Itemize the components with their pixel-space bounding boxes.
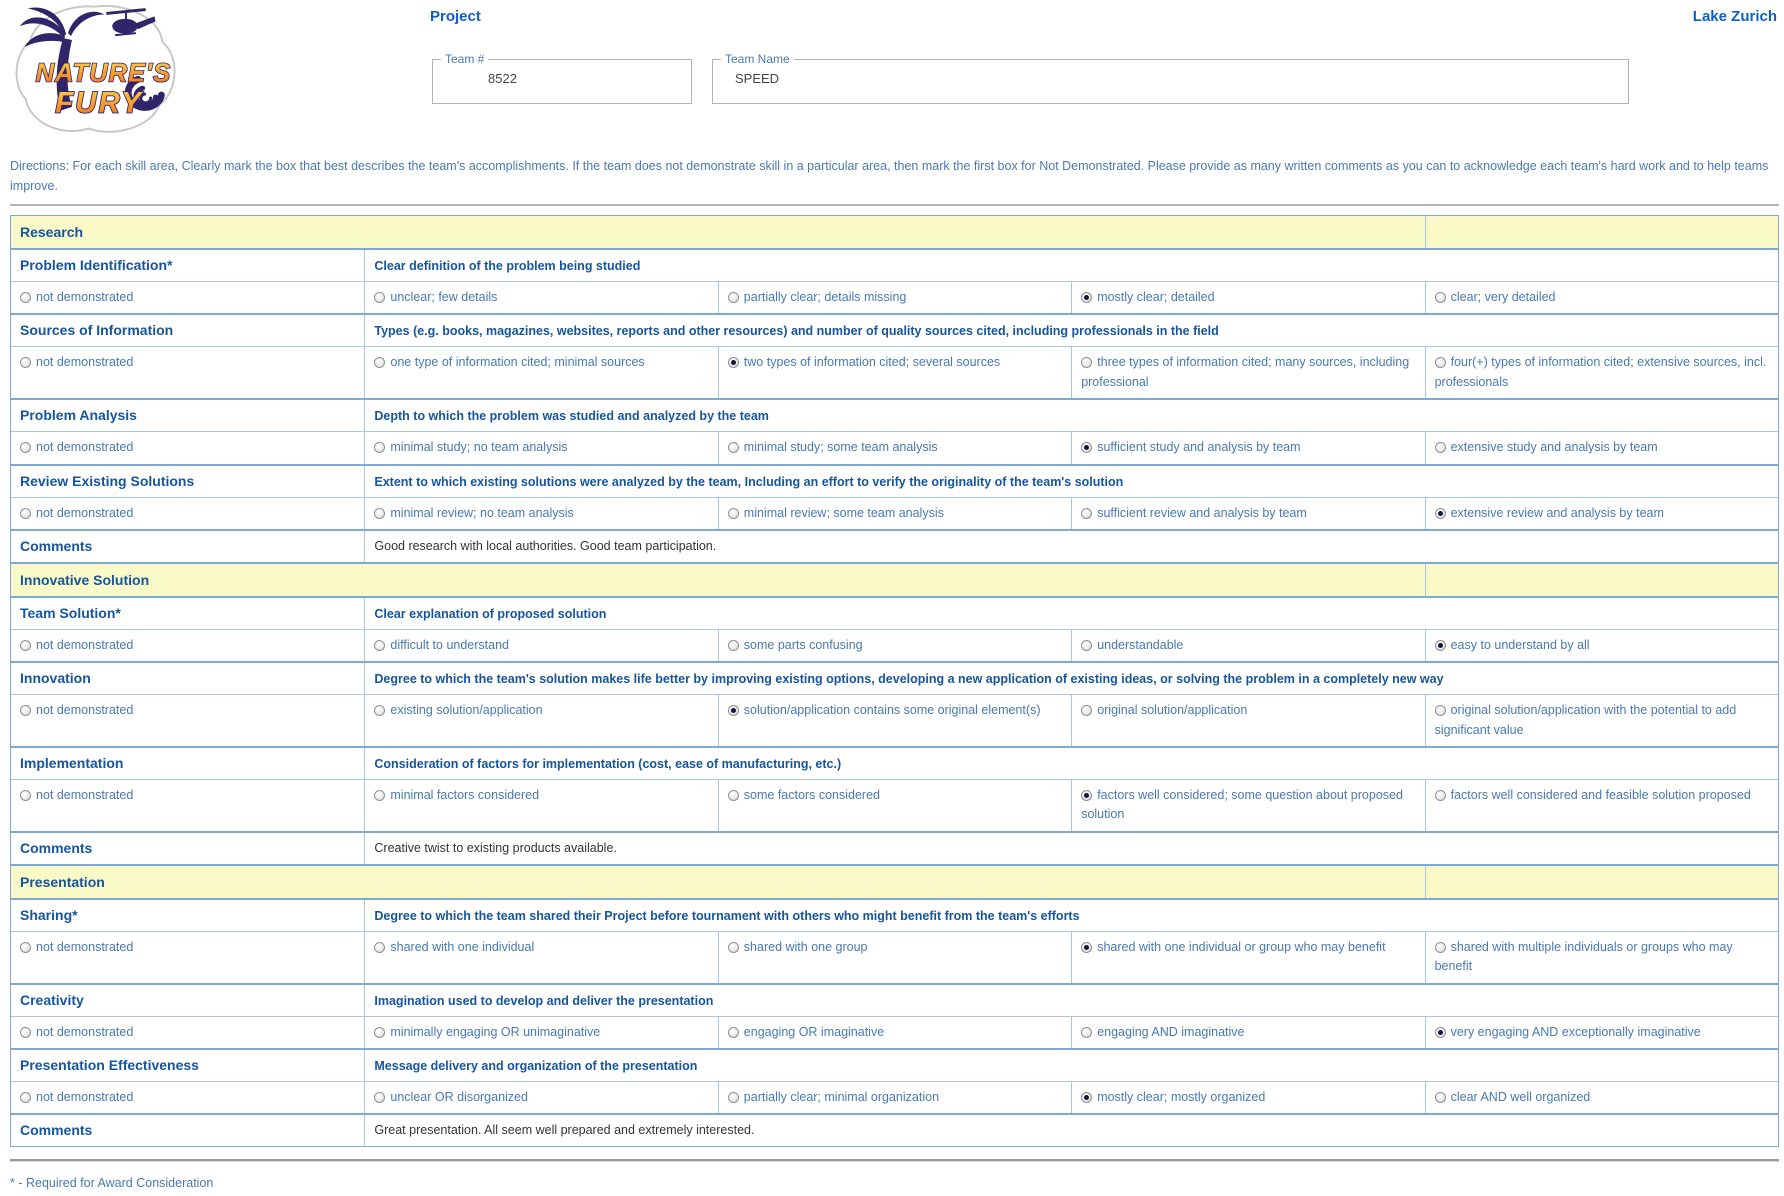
rating-option-label: minimal factors considered xyxy=(390,788,540,802)
rating-option xyxy=(364,1017,717,1048)
skill-description: Consideration of factors for implementation (cost, ease of manufacturing, etc.) xyxy=(364,748,1778,779)
radio-button[interactable] xyxy=(1081,1092,1092,1103)
skill-description: Types (e.g. books, magazines, websites, reports and other resources) and number of quality sources cited, including professionals in the field xyxy=(364,315,1778,346)
radio-button[interactable] xyxy=(20,942,31,953)
skill-name: Innovation xyxy=(20,670,91,687)
rating-option xyxy=(1425,932,1778,983)
section-header-row xyxy=(11,216,1778,248)
rating-option-label: partially clear; details missing xyxy=(743,290,907,304)
radio-button[interactable] xyxy=(374,942,385,953)
radio-button[interactable] xyxy=(20,442,31,453)
team-number-input[interactable]: 8522 xyxy=(488,71,517,86)
rating-option-label: extensive review and analysis by team xyxy=(1450,505,1664,520)
rating-option xyxy=(718,932,1071,983)
team-number-label: Team # xyxy=(445,52,485,66)
rating-option xyxy=(364,432,717,463)
skill-name: Creativity xyxy=(20,991,84,1008)
section-header-spacer xyxy=(1425,564,1778,596)
rating-option-label: four(+) types of information cited; extensive sources, incl. professionals xyxy=(1434,355,1767,389)
section-title: Presentation xyxy=(11,866,1425,898)
comments-label: Comments xyxy=(20,839,93,856)
comments-row xyxy=(11,529,1778,562)
skill-header-row xyxy=(11,898,1778,931)
radio-button[interactable] xyxy=(1081,705,1092,716)
rating-option xyxy=(1425,432,1778,463)
rating-option xyxy=(1071,695,1424,746)
radio-button[interactable] xyxy=(20,705,31,716)
rating-option-label: minimal review; some team analysis xyxy=(743,505,944,520)
skill-header-row xyxy=(11,746,1778,779)
rating-option-label: unclear OR disorganized xyxy=(390,1089,528,1104)
section-header-spacer xyxy=(1425,866,1778,898)
rating-option-label: not demonstrated xyxy=(36,939,134,954)
rating-option xyxy=(364,282,717,313)
rating-option-label: extensive study and analysis by team xyxy=(1450,440,1658,455)
radio-button[interactable] xyxy=(1081,942,1092,953)
logo-text-line2: FURY xyxy=(55,86,143,120)
rating-row xyxy=(11,779,1778,831)
rating-option xyxy=(1071,1082,1424,1113)
rating-option xyxy=(1425,347,1778,398)
skill-description: Clear definition of the problem being studied xyxy=(364,250,1778,281)
radio-button[interactable] xyxy=(20,508,31,519)
radio-button[interactable] xyxy=(1435,442,1446,453)
radio-button[interactable] xyxy=(728,508,739,519)
rating-option xyxy=(364,1082,717,1113)
rating-option xyxy=(11,498,364,529)
radio-button[interactable] xyxy=(374,705,385,716)
rating-option-label: one type of information cited; minimal sources xyxy=(390,355,645,370)
skill-header-row xyxy=(11,661,1778,694)
rating-option xyxy=(1425,630,1778,661)
rating-option xyxy=(1071,498,1424,529)
radio-button[interactable] xyxy=(374,508,385,519)
radio-button[interactable] xyxy=(1435,942,1446,953)
rating-option xyxy=(1425,282,1778,313)
rating-option-label: unclear; few details xyxy=(390,290,498,304)
comments-label: Comments xyxy=(20,1122,93,1139)
radio-button[interactable] xyxy=(728,640,739,651)
radio-button[interactable] xyxy=(1081,357,1092,368)
rating-option xyxy=(1071,780,1424,831)
radio-button[interactable] xyxy=(728,292,739,303)
rating-option-label: partially clear; minimal organization xyxy=(743,1089,940,1104)
radio-button[interactable] xyxy=(728,1092,739,1103)
rubric-table xyxy=(10,215,1779,1147)
skill-header-row xyxy=(11,596,1778,629)
rating-option-label: mostly clear; detailed xyxy=(1097,290,1215,304)
rating-option-label: not demonstrated xyxy=(36,440,134,455)
radio-button[interactable] xyxy=(1435,640,1446,651)
rating-option-label: shared with one group xyxy=(743,939,868,954)
rating-option xyxy=(1425,1082,1778,1113)
rating-option xyxy=(364,780,717,831)
rating-option xyxy=(1425,695,1778,746)
rating-option-label: sufficient study and analysis by team xyxy=(1097,440,1301,455)
rating-option-label: not demonstrated xyxy=(36,355,134,370)
radio-button[interactable] xyxy=(728,357,739,368)
rating-option xyxy=(1425,1017,1778,1048)
rating-option-label: minimal study; no team analysis xyxy=(390,440,568,455)
page-title: Project xyxy=(430,8,481,25)
rating-option xyxy=(1425,780,1778,831)
rating-option-label: not demonstrated xyxy=(36,290,134,304)
rating-row xyxy=(11,431,1778,463)
rating-option xyxy=(364,932,717,983)
section-title: Research xyxy=(11,216,1425,248)
skill-header-row xyxy=(11,313,1778,346)
rating-option-label: some parts confusing xyxy=(743,637,863,652)
team-name-fieldset xyxy=(712,52,1629,104)
rating-option-label: factors well considered; some question about proposed solution xyxy=(1081,788,1403,822)
rating-option-label: clear AND well organized xyxy=(1450,1089,1591,1104)
rating-option-label: understandable xyxy=(1097,637,1184,652)
rating-option-label: shared with one individual xyxy=(390,939,535,954)
skill-description: Extent to which existing solutions were analyzed by the team, Including an effort to verify the originality of the team's solution xyxy=(364,466,1778,497)
footnote: * - Required for Award Consideration xyxy=(10,1176,214,1191)
team-name-label: Team Name xyxy=(725,52,790,66)
skill-description: Clear explanation of proposed solution xyxy=(364,598,1778,629)
rating-option xyxy=(11,282,364,313)
skill-name: Implementation xyxy=(20,755,124,771)
rating-option xyxy=(1425,498,1778,529)
rating-option xyxy=(718,432,1071,463)
rating-option-label: clear; very detailed xyxy=(1450,290,1556,304)
rating-option xyxy=(11,932,364,983)
rating-option xyxy=(1071,932,1424,983)
radio-button[interactable] xyxy=(374,292,385,303)
rating-option-label: original solution/application xyxy=(1097,703,1248,718)
rating-option xyxy=(1071,1017,1424,1048)
rating-option-label: two types of information cited; several sources xyxy=(743,355,1001,370)
radio-button[interactable] xyxy=(20,1092,31,1103)
rating-option xyxy=(11,695,364,746)
rating-option-label: engaging AND imaginative xyxy=(1097,1024,1245,1039)
rating-row xyxy=(11,694,1778,746)
skill-description: Depth to which the problem was studied and analyzed by the team xyxy=(364,400,1778,431)
radio-button[interactable] xyxy=(728,790,739,801)
comments-text[interactable]: Creative twist to existing products available. xyxy=(364,833,1778,864)
rating-option xyxy=(364,630,717,661)
skill-header-row xyxy=(11,464,1778,497)
rating-option-label: not demonstrated xyxy=(36,1024,134,1039)
rating-option xyxy=(1071,432,1424,463)
rating-option xyxy=(11,347,364,398)
rating-option xyxy=(718,282,1071,313)
rating-option xyxy=(718,347,1071,398)
rating-option-label: engaging OR imaginative xyxy=(743,1024,885,1039)
rating-option-label: minimally engaging OR unimaginative xyxy=(390,1024,601,1039)
rating-option-label: three types of information cited; many sources, including professional xyxy=(1081,355,1410,389)
rating-option-label: easy to understand by all xyxy=(1450,637,1590,652)
skill-description: Degree to which the team's solution makes life better by improving existing options, developing a new application of existing ideas, or solving the problem in a completely new way xyxy=(364,663,1778,694)
section-header-spacer xyxy=(1425,216,1778,248)
radio-button[interactable] xyxy=(20,790,31,801)
radio-button[interactable] xyxy=(20,1027,31,1038)
logo-text-line1: NATURE'S xyxy=(35,59,172,88)
rating-option-label: not demonstrated xyxy=(36,1089,134,1104)
rating-row xyxy=(11,931,1778,983)
radio-button[interactable] xyxy=(1435,292,1446,303)
radio-button[interactable] xyxy=(1435,790,1446,801)
rating-option xyxy=(364,695,717,746)
skill-name: Sources of Information xyxy=(20,322,174,339)
rating-option xyxy=(718,630,1071,661)
rating-option xyxy=(11,1082,364,1113)
rating-option-label: mostly clear; mostly organized xyxy=(1097,1089,1266,1104)
section-header-row xyxy=(11,864,1778,898)
radio-button[interactable] xyxy=(1435,508,1446,519)
rating-option-label: existing solution/application xyxy=(390,703,543,718)
rating-option xyxy=(11,432,364,463)
top-divider xyxy=(10,204,1779,206)
radio-button[interactable] xyxy=(20,292,31,303)
skill-name: Sharing* xyxy=(20,906,78,923)
rating-option xyxy=(718,1082,1071,1113)
bottom-divider xyxy=(10,1159,1779,1162)
team-number-fieldset xyxy=(432,52,692,104)
skill-name: Problem Identification* xyxy=(20,257,173,273)
radio-button[interactable] xyxy=(1081,442,1092,453)
event-name: Lake Zurich xyxy=(1692,8,1777,25)
rating-row xyxy=(11,1081,1778,1113)
section-title: Innovative Solution xyxy=(11,564,1425,596)
radio-button[interactable] xyxy=(1435,357,1446,368)
radio-button[interactable] xyxy=(728,442,739,453)
rating-option xyxy=(1071,282,1424,313)
rating-row xyxy=(11,346,1778,398)
rating-option-label: solution/application contains some original element(s) xyxy=(743,703,1041,718)
rating-row xyxy=(11,1016,1778,1048)
rating-option xyxy=(718,498,1071,529)
radio-button[interactable] xyxy=(1435,1092,1446,1103)
natures-fury-logo xyxy=(12,2,184,136)
skill-name: Review Existing Solutions xyxy=(20,472,195,489)
rating-option-label: very engaging AND exceptionally imaginative xyxy=(1450,1024,1701,1039)
rating-option xyxy=(1071,347,1424,398)
radio-button[interactable] xyxy=(1081,640,1092,651)
radio-button[interactable] xyxy=(374,790,385,801)
skill-header-row xyxy=(11,1048,1778,1081)
comments-text[interactable]: Great presentation. All seem well prepared and extremely interested. xyxy=(364,1115,1778,1146)
rating-option-label: minimal study; some team analysis xyxy=(743,440,938,455)
radio-button[interactable] xyxy=(728,705,739,716)
rating-option-label: not demonstrated xyxy=(36,637,134,652)
rating-option-label: not demonstrated xyxy=(36,703,134,718)
radio-button[interactable] xyxy=(374,442,385,453)
skill-header-row xyxy=(11,983,1778,1016)
radio-button[interactable] xyxy=(728,1027,739,1038)
comments-text[interactable]: Good research with local authorities. Good team participation. xyxy=(364,531,1778,562)
rating-row xyxy=(11,497,1778,529)
rating-option-label: sufficient review and analysis by team xyxy=(1097,505,1307,520)
skill-header-row xyxy=(11,248,1778,281)
radio-button[interactable] xyxy=(374,1092,385,1103)
skill-description: Imagination used to develop and deliver the presentation xyxy=(364,985,1778,1016)
radio-button[interactable] xyxy=(20,640,31,651)
rating-option-label: shared with one individual or group who may benefit xyxy=(1097,939,1386,954)
rating-option xyxy=(364,347,717,398)
rating-option xyxy=(718,780,1071,831)
rating-option xyxy=(364,498,717,529)
radio-button[interactable] xyxy=(374,1027,385,1038)
rating-option xyxy=(718,1017,1071,1048)
comments-label: Comments xyxy=(20,537,93,554)
radio-button[interactable] xyxy=(374,357,385,368)
rating-row xyxy=(11,281,1778,313)
rating-option xyxy=(11,630,364,661)
comments-row xyxy=(11,1113,1778,1146)
rating-option xyxy=(718,695,1071,746)
skill-description: Message delivery and organization of the presentation xyxy=(364,1050,1778,1081)
rating-option-label: shared with multiple individuals or groups who may benefit xyxy=(1434,939,1733,974)
radio-button[interactable] xyxy=(728,942,739,953)
radio-button[interactable] xyxy=(1435,705,1446,716)
page-header xyxy=(10,0,1779,152)
rating-option-label: original solution/application with the potential to add significant value xyxy=(1434,703,1737,737)
radio-button[interactable] xyxy=(1435,1027,1446,1038)
directions-text: Directions: For each skill area, Clearly mark the box that best describes the team's accomplishments. If the team does not demonstrate skill in a particular area, then mark the first box for Not Demonstrated. Please provide as many written comments as you can to acknowledge each team's hard work and to help teams improve. xyxy=(10,159,1769,193)
radio-button[interactable] xyxy=(1081,292,1092,303)
rating-option-label: difficult to understand xyxy=(390,637,509,652)
skill-name: Team Solution* xyxy=(20,604,121,621)
rating-option-label: some factors considered xyxy=(743,788,880,802)
rating-option-label: not demonstrated xyxy=(36,505,134,520)
rating-row xyxy=(11,629,1778,661)
skill-description: Degree to which the team shared their Project before tournament with others who might benefit from the team's efforts xyxy=(364,900,1778,931)
skill-name: Problem Analysis xyxy=(20,407,137,424)
team-name-input[interactable]: SPEED xyxy=(735,71,780,86)
section-header-row xyxy=(11,562,1778,596)
rating-option-label: minimal review; no team analysis xyxy=(390,505,574,520)
radio-button[interactable] xyxy=(1081,1027,1092,1038)
rating-option-label: not demonstrated xyxy=(36,788,134,802)
rating-option xyxy=(11,1017,364,1048)
rating-option-label: factors well considered and feasible solution proposed xyxy=(1450,788,1751,802)
rating-option xyxy=(11,780,364,831)
comments-row xyxy=(11,831,1778,864)
skill-name: Presentation Effectiveness xyxy=(20,1056,199,1073)
rating-option xyxy=(1071,630,1424,661)
radio-button[interactable] xyxy=(374,640,385,651)
radio-button[interactable] xyxy=(1081,790,1092,801)
skill-header-row xyxy=(11,398,1778,431)
radio-button[interactable] xyxy=(20,357,31,368)
radio-button[interactable] xyxy=(1081,508,1092,519)
